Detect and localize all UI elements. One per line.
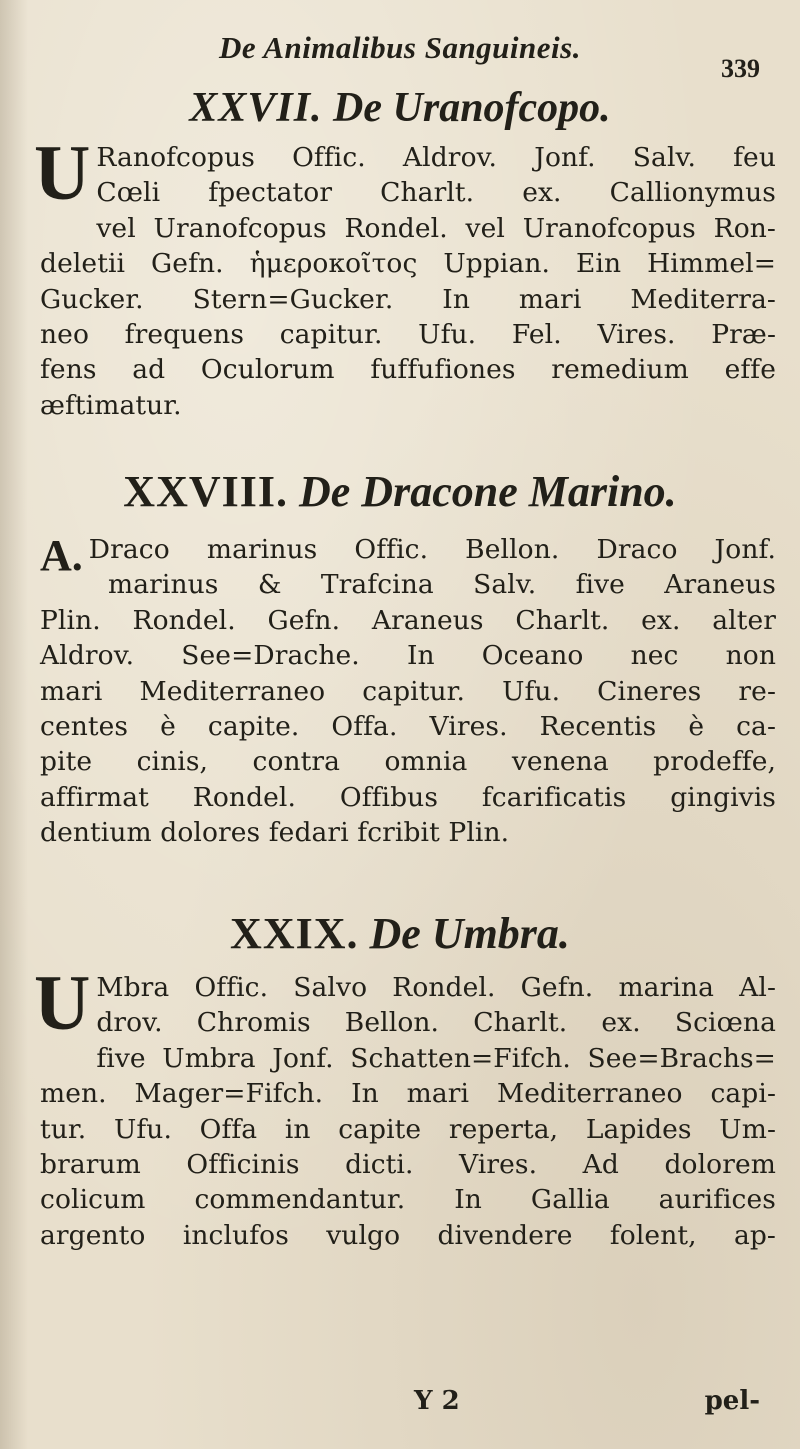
section-number: XXIX. — [230, 909, 359, 958]
text-line: Ranofcopus Offic. Aldrov. Jonf. Salv. feu — [96, 142, 776, 173]
page-number: 339 — [721, 54, 760, 83]
section-heading-umbra — [0, 908, 800, 959]
section-heading-uranoscopus — [0, 84, 800, 132]
text-line: deletii Gefn. ἡμεροκοῖτος Uppian. Ein Himmel= — [40, 248, 776, 280]
catchword: pel- — [704, 1386, 760, 1416]
text-line: colicum commendantur. In Gallia aurifices — [40, 1184, 776, 1216]
text-line: Aldrov. See=Drache. In Oceano nec non — [40, 640, 776, 672]
signature-mark: Y 2 — [414, 1386, 460, 1416]
text-line: affirmat Rondel. Offibus fcarificatis gingivis — [40, 781, 776, 813]
section-title: De Umbra. — [369, 909, 570, 958]
entry-uranoscopus — [34, 129, 776, 423]
drop-capital: U — [34, 129, 91, 216]
entry-umbra — [34, 959, 776, 1253]
section-title: De Uranofcopo. — [333, 85, 611, 131]
text-line: pite cinis, contra omnia venena prodeffe, — [40, 746, 776, 778]
section-number: XXVIII. — [123, 467, 288, 516]
text-line: drov. Chromis Bellon. Charlt. ex. Sciœna — [96, 1007, 776, 1039]
text-line: tur. Ufu. Offa in capite reperta, Lapides Um- — [40, 1113, 776, 1145]
drop-capital: U — [34, 959, 91, 1046]
text-line: argento inclufos vulgo divendere folent, ap- — [40, 1219, 776, 1251]
text-line: brarum Officinis dicti. Vires. Ad dolorem — [40, 1149, 776, 1181]
text-line: vel Uranofcopus Rondel. vel Uranofcopus Ron- — [96, 212, 776, 244]
text-line: Gucker. Stern=Gucker. In mari Mediterra- — [40, 283, 776, 315]
section-title: De Dracone Marino. — [299, 467, 677, 516]
text-line: five Umbra Jonf. Schatten=Fifch. See=Brachs= — [96, 1042, 776, 1074]
section-number: XXVII. — [189, 85, 323, 131]
running-head: De Animalibus Sanguineis. — [219, 30, 581, 65]
text-line: dentium dolores fedari fcribit Plin. — [40, 817, 510, 849]
text-line: mari Mediterraneo capitur. Ufu. Cineres re- — [40, 675, 776, 707]
entry-draco-marinus — [40, 532, 776, 851]
text-line: Mbra Offic. Salvo Rondel. Gefn. marina Al- — [96, 972, 776, 1003]
section-heading-draco-marinus — [0, 466, 800, 517]
text-line: Plin. Rondel. Gefn. Araneus Charlt. ex. alter — [40, 604, 776, 636]
text-line: marinus & Trafcina Salv. five Araneus — [108, 569, 776, 601]
text-line: fens ad Oculorum fuffufiones remedium effe — [40, 354, 776, 386]
text-line: æftimatur. — [40, 389, 182, 421]
drop-capital: A. — [40, 531, 83, 580]
text-line: Draco marinus Offic. Bellon. Draco Jonf. — [88, 534, 776, 565]
gutter-shadow — [0, 0, 28, 1449]
text-line: neo frequens capitur. Ufu. Fel. Vires. Præ- — [40, 319, 776, 351]
text-line: Cœli fpectator Charlt. ex. Callionymus — [96, 177, 776, 209]
text-line: men. Mager=Fifch. In mari Mediterraneo capi- — [40, 1078, 776, 1110]
text-line: centes è capite. Offa. Vires. Recentis è ca- — [40, 711, 776, 743]
